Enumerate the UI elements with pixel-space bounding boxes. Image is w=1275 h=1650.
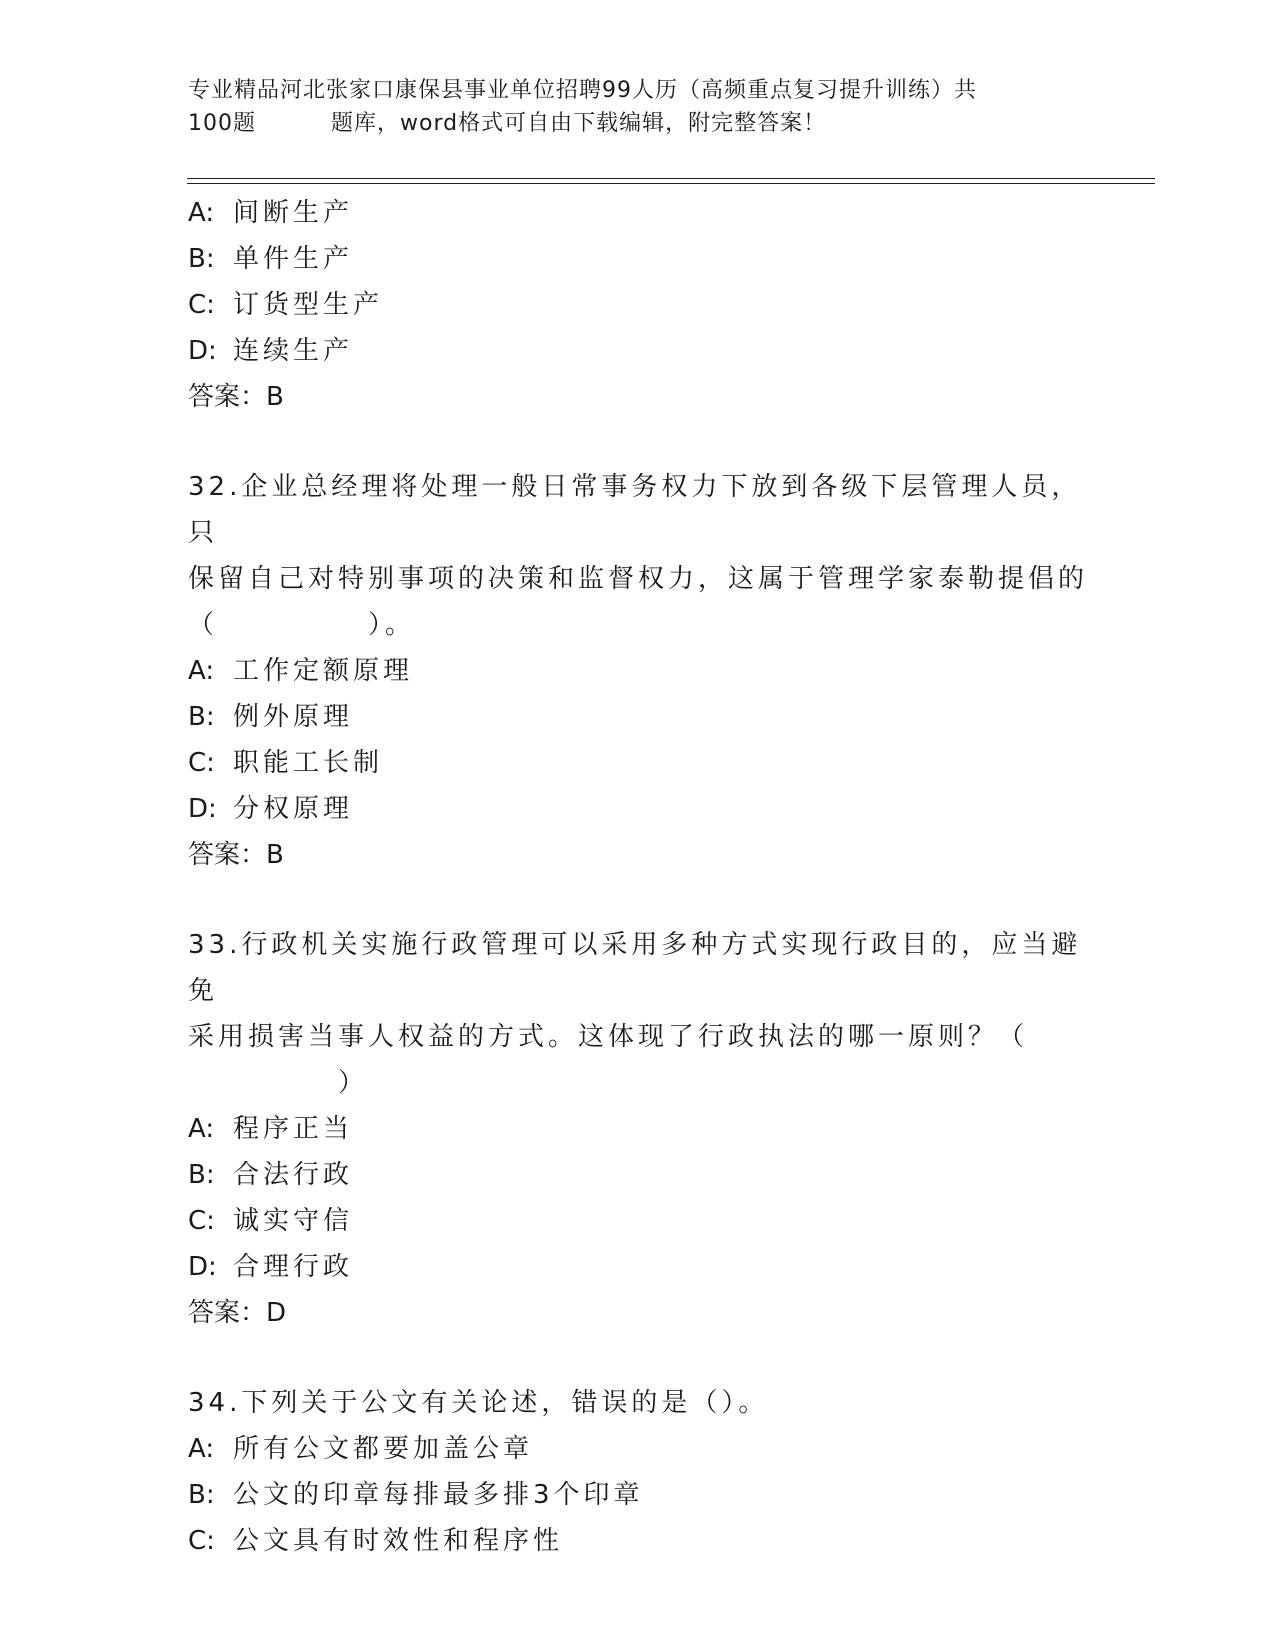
question-stem-line: 保留自己对特别事项的决策和监督权力，这属于管理学家泰勒提倡的 bbox=[188, 564, 1089, 594]
option-d: D: 连续生产 bbox=[188, 336, 354, 366]
option-a: A: 工作定额原理 bbox=[188, 656, 414, 686]
option-d: D: 分权原理 bbox=[188, 794, 354, 824]
document-header bbox=[188, 74, 1088, 140]
option-a: A: 程序正当 bbox=[188, 1114, 354, 1144]
option-b: B: 例外原理 bbox=[188, 702, 354, 732]
option-a: A: 间断生产 bbox=[188, 198, 354, 228]
question-blank: ） bbox=[188, 1068, 369, 1098]
question-blank: （ ）。 bbox=[188, 610, 416, 640]
header-question-count: 100题 bbox=[188, 111, 256, 136]
header-divider-top bbox=[187, 178, 1155, 179]
header-title-line2 bbox=[188, 107, 1088, 140]
question-34 bbox=[188, 1380, 1088, 1564]
question-stem-line: 采用损害当事人权益的方式。这体现了行政执法的哪一原则？（ bbox=[188, 1022, 1029, 1052]
option-b: B: 公文的印章每排最多排3个印章 bbox=[188, 1480, 644, 1510]
document-body bbox=[188, 190, 1088, 1564]
question-32 bbox=[188, 464, 1088, 878]
option-d: D: 合理行政 bbox=[188, 1252, 354, 1282]
option-c: C: 职能工长制 bbox=[188, 748, 384, 778]
answer: 答案：D bbox=[188, 1298, 287, 1328]
header-title-rest: 题库，word格式可自由下载编辑，附完整答案！ bbox=[331, 111, 827, 136]
option-a: A: 所有公文都要加盖公章 bbox=[188, 1434, 534, 1464]
option-c: C: 诚实守信 bbox=[188, 1206, 354, 1236]
question-31 bbox=[188, 190, 1088, 420]
option-c: C: 订货型生产 bbox=[188, 290, 384, 320]
option-c: C: 公文具有时效性和程序性 bbox=[188, 1526, 564, 1556]
question-stem-line: 34.下列关于公文有关论述，错误的是（）。 bbox=[188, 1388, 769, 1418]
header-divider-bottom bbox=[187, 183, 1155, 184]
answer: 答案：B bbox=[188, 382, 284, 412]
option-b: B: 单件生产 bbox=[188, 244, 354, 274]
question-stem-line: 32.企业总经理将处理一般日常事务权力下放到各级下层管理人员，只 bbox=[188, 472, 1082, 548]
option-b: B: 合法行政 bbox=[188, 1160, 354, 1190]
answer: 答案：B bbox=[188, 840, 284, 870]
question-stem-line: 33.行政机关实施行政管理可以采用多种方式实现行政目的，应当避免 bbox=[188, 930, 1082, 1006]
question-33 bbox=[188, 922, 1088, 1336]
header-title-line1: 专业精品河北张家口康保县事业单位招聘99人历（高频重点复习提升训练）共 bbox=[188, 78, 977, 103]
